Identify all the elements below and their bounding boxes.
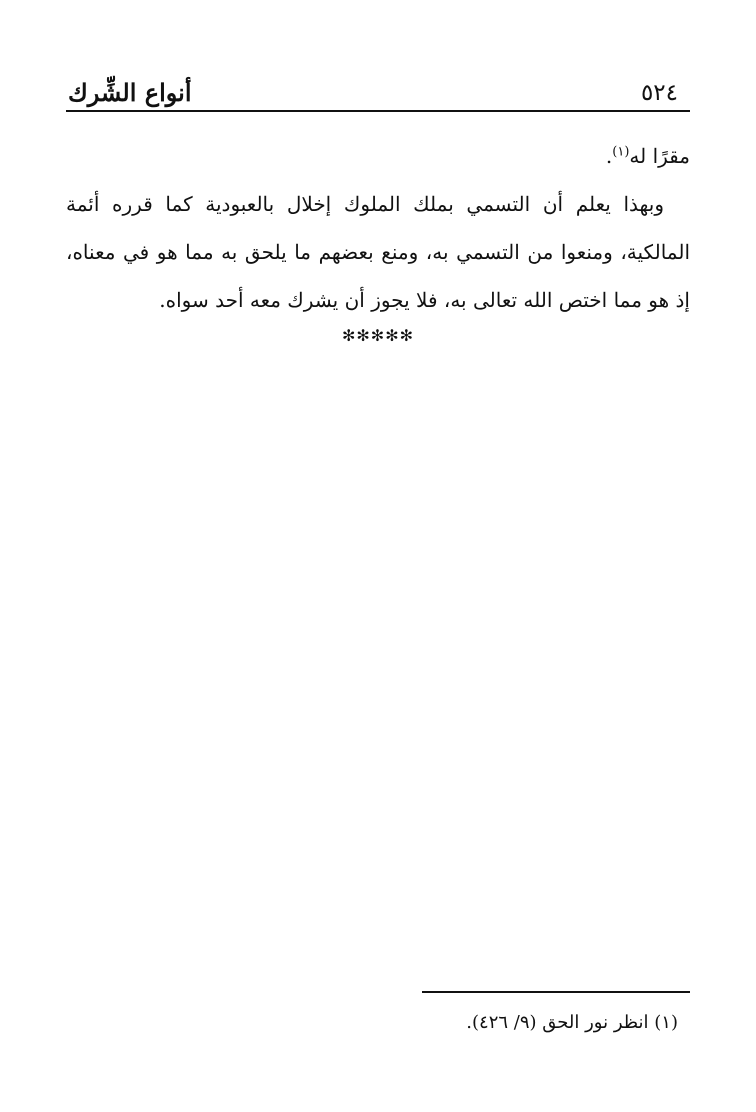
header-rule	[66, 110, 690, 112]
main-paragraph: وبهذا يعلم أن التسمي بملك الملوك إخلال بالعبودية كما قرره أئمة المالكية، ومنعوا من التسمي به، ومنع بعضهم ما يلحق به مما هو في معناه، إذ هو مما اختص الله تعالى به، فلا يجوز أن يشرك معه أحد سواه.	[66, 192, 690, 312]
continued-line-end: .	[605, 144, 613, 168]
running-title: أنواع الشِّرك	[68, 78, 192, 107]
continued-line-text: مقرًا له	[629, 144, 690, 168]
page-number: ٥٢٤	[640, 80, 678, 106]
footnote-reference: (١)	[612, 144, 630, 160]
footnote-rule	[422, 991, 690, 993]
section-separator: ✻✻✻✻✻	[341, 326, 415, 345]
continued-line	[66, 132, 690, 180]
footnote: (١) انظر نور الحق (٩/ ٤٢٦).	[466, 1012, 678, 1033]
page-header	[66, 78, 690, 112]
body-text	[66, 132, 690, 324]
